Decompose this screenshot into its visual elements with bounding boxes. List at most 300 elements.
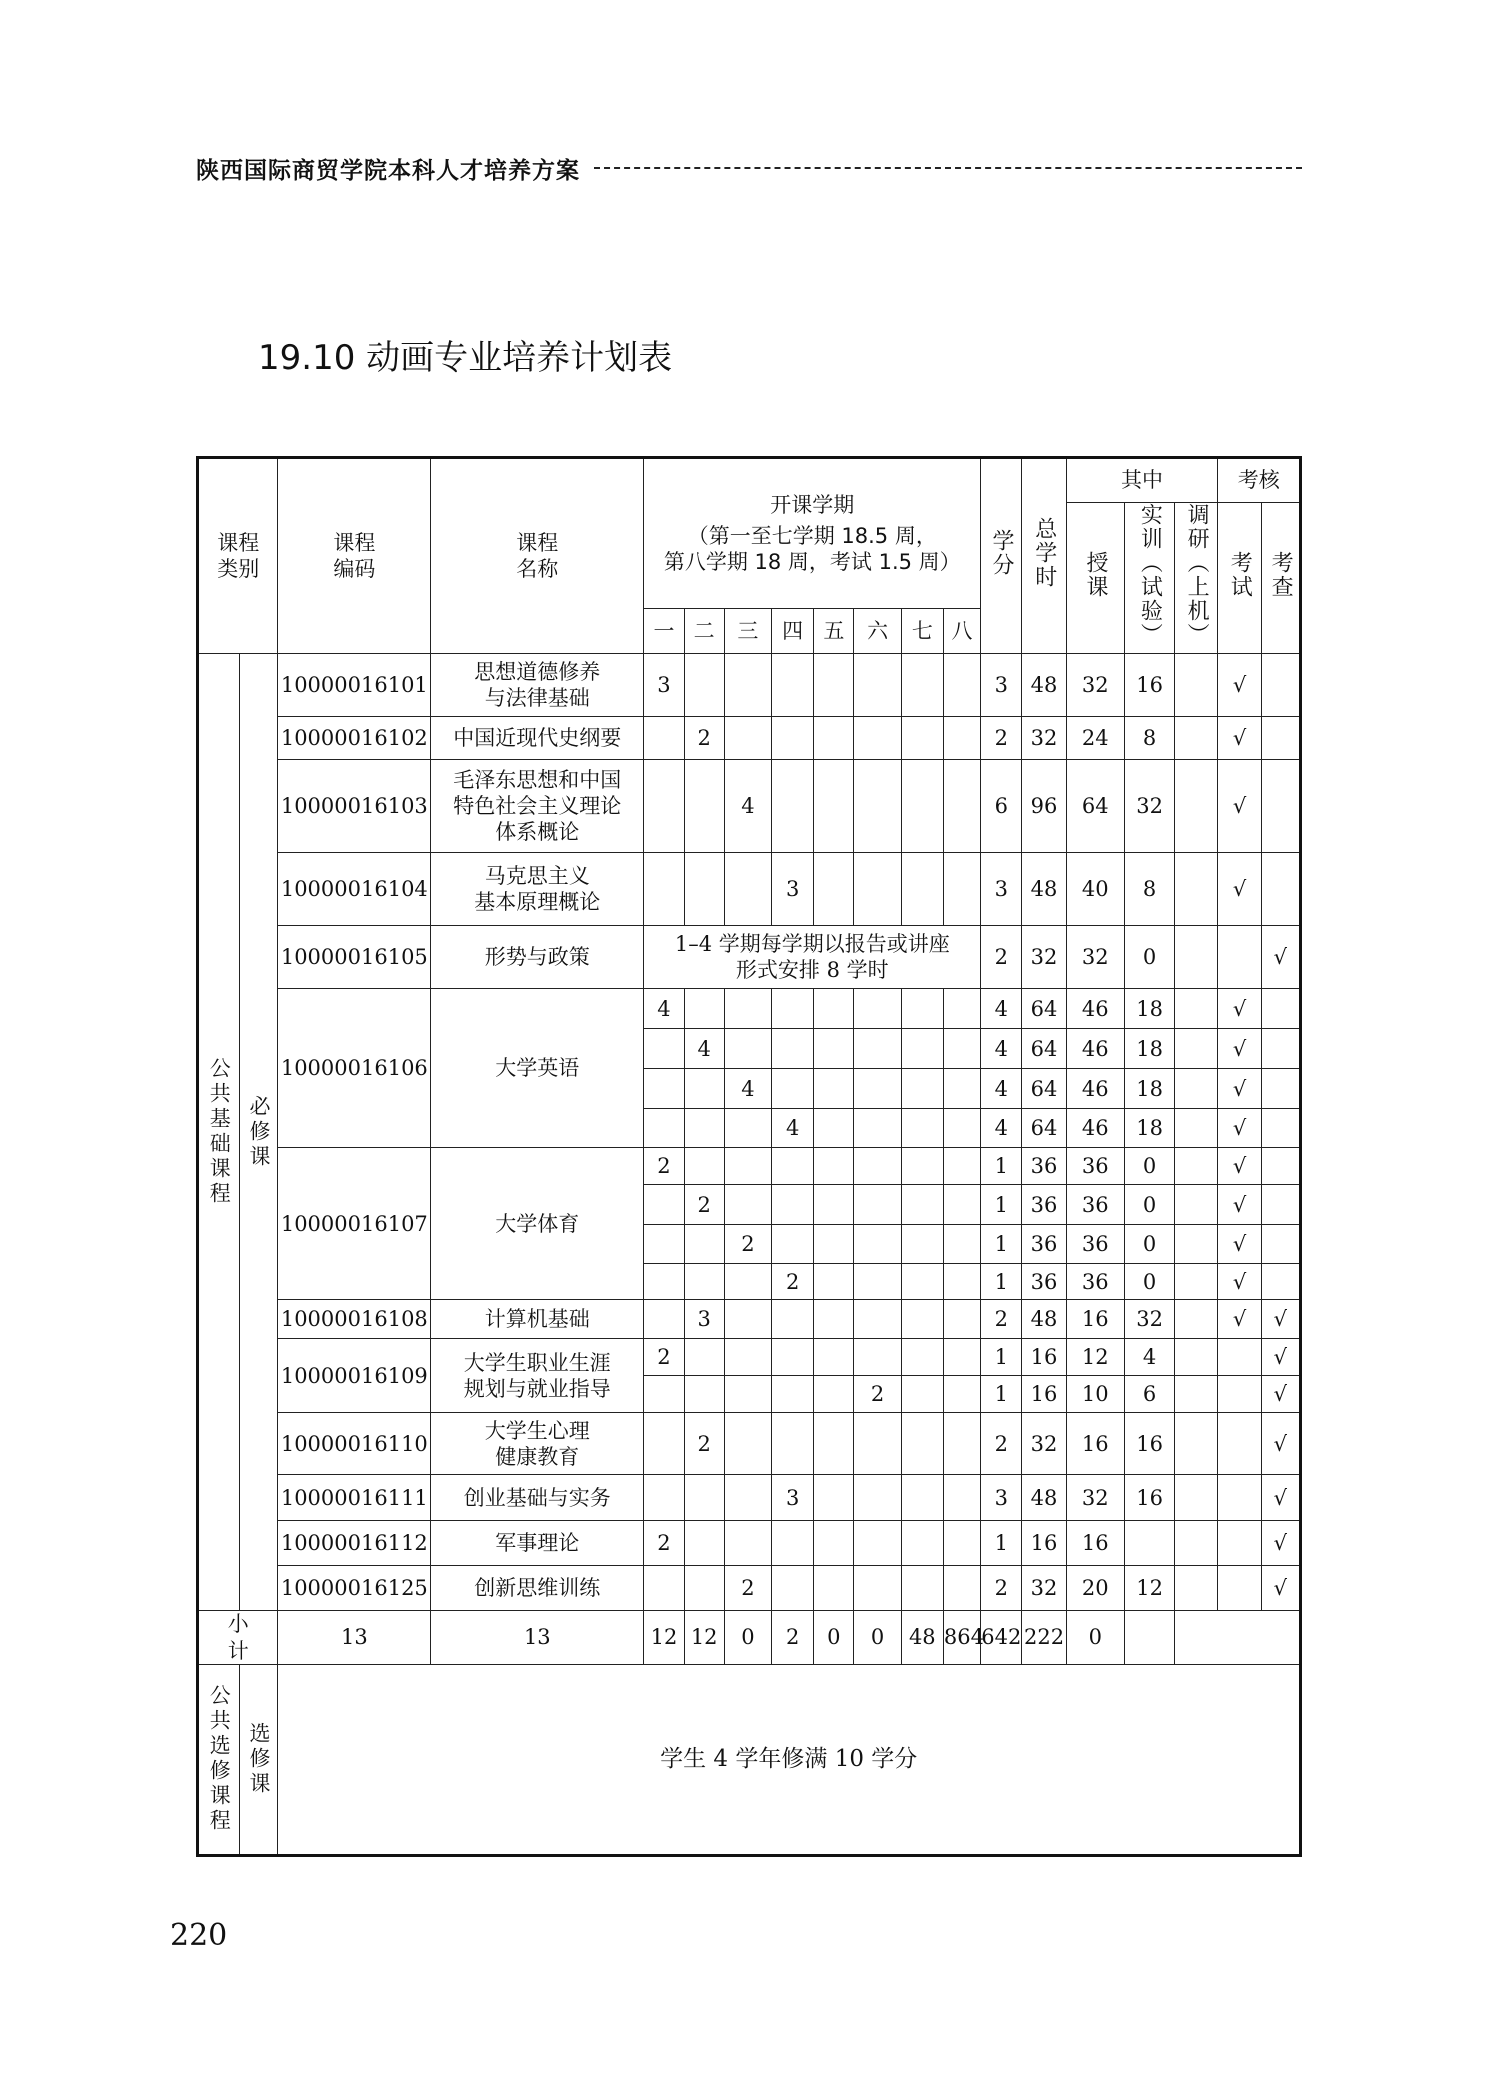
semester-hours-cell — [854, 1185, 901, 1225]
lecture-hours-cell: 46 — [1066, 989, 1124, 1029]
semester-hours-cell — [901, 1566, 943, 1611]
credits-cell: 2 — [981, 717, 1022, 760]
semester-hours-cell — [901, 1339, 943, 1376]
credits-cell: 1 — [981, 1185, 1022, 1225]
check-mark-cell: √ — [1261, 926, 1300, 989]
subtotal-cell: 642 — [981, 1611, 1022, 1665]
header-semesters — [644, 458, 981, 609]
check-mark-cell — [1261, 1225, 1300, 1264]
subtotal-cell: 13 — [278, 1611, 431, 1665]
practice-hours-cell: 0 — [1124, 1185, 1174, 1225]
header-semester-3: 三 — [724, 609, 771, 654]
semester-hours-cell — [644, 1029, 684, 1069]
header-of-which: 其中 — [1066, 458, 1218, 503]
semester-hours-cell — [854, 1148, 901, 1185]
semester-hours-cell — [901, 1029, 943, 1069]
semester-hours-cell — [943, 1148, 980, 1185]
header-semester-note: （第一至七学期 18.5 周， 第八学期 18 周，考试 1.5 周） — [663, 523, 961, 574]
course-row — [198, 926, 1301, 989]
semester-hours-cell — [772, 654, 814, 717]
semester-hours-cell — [854, 1413, 901, 1475]
semester-hours-cell — [814, 1339, 854, 1376]
semester-hours-cell — [901, 1521, 943, 1566]
semester-hours-cell — [684, 1376, 724, 1413]
semester-hours-cell: 4 — [724, 760, 771, 853]
exam-mark-cell: √ — [1218, 1300, 1261, 1339]
semester-hours-cell — [814, 654, 854, 717]
credits-cell: 1 — [981, 1521, 1022, 1566]
research-hours-cell — [1175, 1185, 1218, 1225]
credits-cell: 3 — [981, 853, 1022, 926]
credits-cell: 1 — [981, 1376, 1022, 1413]
semester-hours-cell — [724, 654, 771, 717]
semester-hours-cell — [772, 1521, 814, 1566]
course-row — [198, 1413, 1301, 1475]
semester-hours-cell — [854, 1109, 901, 1148]
course-name: 马克思主义 基本原理概论 — [431, 853, 644, 926]
subtotal-cell: 12 — [684, 1611, 724, 1665]
practice-hours-cell: 8 — [1124, 717, 1174, 760]
course-name: 大学体育 — [431, 1148, 644, 1300]
semester-hours-cell — [901, 1185, 943, 1225]
semester-hours-cell: 3 — [772, 853, 814, 926]
header-semester-7: 七 — [901, 609, 943, 654]
semester-hours-cell — [854, 1029, 901, 1069]
exam-mark-cell — [1218, 1339, 1261, 1376]
research-hours-cell — [1175, 1148, 1218, 1185]
check-mark-cell: √ — [1261, 1339, 1300, 1376]
credits-cell: 4 — [981, 1069, 1022, 1109]
lecture-hours-cell: 36 — [1066, 1148, 1124, 1185]
practice-hours-cell: 18 — [1124, 1069, 1174, 1109]
semester-hours-cell — [684, 654, 724, 717]
semester-hours-cell — [772, 1566, 814, 1611]
semester-hours-cell — [854, 760, 901, 853]
semester-hours-cell: 2 — [724, 1225, 771, 1264]
semester-hours-cell — [724, 1109, 771, 1148]
lecture-hours-cell: 36 — [1066, 1225, 1124, 1264]
semester-hours-cell — [644, 1300, 684, 1339]
exam-mark-cell — [1218, 926, 1261, 989]
semester-hours-cell — [724, 853, 771, 926]
exam-mark-cell: √ — [1218, 1148, 1261, 1185]
research-hours-cell — [1175, 760, 1218, 853]
research-hours-cell — [1175, 1264, 1218, 1300]
credits-cell: 3 — [981, 1475, 1022, 1521]
semester-hours-cell — [901, 1413, 943, 1475]
credits-cell: 2 — [981, 1300, 1022, 1339]
course-name: 大学英语 — [431, 989, 644, 1148]
total-hours-cell: 36 — [1022, 1148, 1066, 1185]
header-semester-4: 四 — [772, 609, 814, 654]
header-assessment: 考核 — [1218, 458, 1301, 503]
total-hours-cell: 16 — [1022, 1339, 1066, 1376]
practice-hours-cell: 0 — [1124, 1225, 1174, 1264]
category-public-basic: 公共基础课程 — [198, 654, 240, 1611]
total-hours-cell: 32 — [1022, 1413, 1066, 1475]
semester-hours-cell — [901, 989, 943, 1029]
check-mark-cell — [1261, 1109, 1300, 1148]
exam-mark-cell: √ — [1218, 760, 1261, 853]
practice-hours-cell: 16 — [1124, 1475, 1174, 1521]
total-hours-cell: 36 — [1022, 1185, 1066, 1225]
semester-hours-cell — [854, 989, 901, 1029]
course-row — [198, 989, 1301, 1029]
course-row — [198, 1339, 1301, 1376]
header-semester-5: 五 — [814, 609, 854, 654]
credits-cell: 4 — [981, 989, 1022, 1029]
total-hours-cell: 36 — [1022, 1264, 1066, 1300]
semester-hours-cell — [772, 989, 814, 1029]
credits-cell: 1 — [981, 1264, 1022, 1300]
lecture-hours-cell: 40 — [1066, 853, 1124, 926]
course-name: 军事理论 — [431, 1521, 644, 1566]
check-mark-cell: √ — [1261, 1521, 1300, 1566]
lecture-hours-cell: 32 — [1066, 1475, 1124, 1521]
check-mark-cell — [1261, 853, 1300, 926]
credits-cell: 2 — [981, 926, 1022, 989]
semester-hours-cell — [901, 654, 943, 717]
page-title: 19.10 动画专业培养计划表 — [258, 338, 673, 378]
page-number: 220 — [170, 1918, 228, 1953]
exam-mark-cell: √ — [1218, 1264, 1261, 1300]
semester-hours-cell — [724, 1300, 771, 1339]
semester-hours-cell — [724, 1148, 771, 1185]
subcategory-required: 必修课 — [240, 654, 278, 1611]
exam-mark-cell — [1218, 1521, 1261, 1566]
semester-hours-cell — [854, 1521, 901, 1566]
semester-hours-cell — [943, 1069, 980, 1109]
lecture-hours-cell: 12 — [1066, 1339, 1124, 1376]
semester-hours-cell: 4 — [724, 1069, 771, 1109]
semester-hours-cell — [644, 1475, 684, 1521]
research-hours-cell — [1175, 1109, 1218, 1148]
header-semester-group: 开课学期 — [770, 493, 855, 518]
check-mark-cell — [1261, 1148, 1300, 1185]
semester-hours-cell — [854, 1069, 901, 1109]
check-mark-cell — [1261, 989, 1300, 1029]
credits-cell: 2 — [981, 1413, 1022, 1475]
exam-mark-cell: √ — [1218, 654, 1261, 717]
semester-hours-cell — [943, 1264, 980, 1300]
research-hours-cell — [1175, 1029, 1218, 1069]
semester-hours-cell — [724, 1339, 771, 1376]
lecture-hours-cell: 20 — [1066, 1566, 1124, 1611]
course-name: 中国近现代史纲要 — [431, 717, 644, 760]
semester-hours-cell — [943, 1339, 980, 1376]
semester-hours-cell — [644, 853, 684, 926]
course-row — [198, 1521, 1301, 1566]
semester-hours-cell — [772, 1029, 814, 1069]
course-row — [198, 1148, 1301, 1185]
research-hours-cell — [1175, 1376, 1218, 1413]
semester-hours-cell — [814, 1521, 854, 1566]
course-name: 计算机基础 — [431, 1300, 644, 1339]
total-hours-cell: 16 — [1022, 1376, 1066, 1413]
research-hours-cell — [1175, 853, 1218, 926]
credits-cell: 4 — [981, 1109, 1022, 1148]
semester-hours-cell — [772, 1376, 814, 1413]
semester-hours-cell: 2 — [684, 1413, 724, 1475]
semester-hours-cell — [724, 1029, 771, 1069]
semester-hours-cell — [854, 717, 901, 760]
semester-hours-cell — [943, 1185, 980, 1225]
practice-hours-cell: 32 — [1124, 760, 1174, 853]
course-code: 10000016106 — [278, 989, 431, 1148]
semester-hours-cell — [854, 1475, 901, 1521]
exam-mark-cell: √ — [1218, 853, 1261, 926]
subtotal-label: 小 计 — [198, 1611, 278, 1665]
semester-hours-cell — [814, 1475, 854, 1521]
course-code: 10000016102 — [278, 717, 431, 760]
practice-hours-cell — [1124, 1521, 1174, 1566]
total-hours-cell: 64 — [1022, 1109, 1066, 1148]
semester-hours-cell — [943, 989, 980, 1029]
semester-hours-cell — [901, 1069, 943, 1109]
subtotal-cell: 0 — [854, 1611, 901, 1665]
check-mark-cell — [1261, 654, 1300, 717]
total-hours-cell: 16 — [1022, 1521, 1066, 1566]
training-plan-table — [196, 456, 1302, 1857]
practice-hours-cell: 6 — [1124, 1376, 1174, 1413]
exam-mark-cell: √ — [1218, 717, 1261, 760]
semester-hours-cell — [814, 1185, 854, 1225]
research-hours-cell — [1175, 717, 1218, 760]
semester-hours-cell — [901, 1376, 943, 1413]
semester-hours-cell — [854, 1225, 901, 1264]
semester-hours-cell: 4 — [684, 1029, 724, 1069]
semester-hours-cell — [644, 1413, 684, 1475]
semester-hours-cell — [901, 1264, 943, 1300]
subtotal-cell: 222 — [1022, 1611, 1066, 1665]
course-code: 10000016112 — [278, 1521, 431, 1566]
check-mark-cell — [1261, 717, 1300, 760]
semester-hours-cell — [943, 654, 980, 717]
subtotal-row — [198, 1611, 1301, 1665]
semester-hours-cell — [943, 1566, 980, 1611]
research-hours-cell — [1175, 1521, 1218, 1566]
course-name: 创新思维训练 — [431, 1566, 644, 1611]
semester-hours-cell — [724, 1475, 771, 1521]
course-code: 10000016109 — [278, 1339, 431, 1413]
semester-hours-cell — [814, 1376, 854, 1413]
subtotal-cell: 48 — [901, 1611, 943, 1665]
subtotal-cell: 0 — [1066, 1611, 1124, 1665]
course-row — [198, 654, 1301, 717]
semester-hours-cell — [814, 853, 854, 926]
semester-hours-cell — [943, 1413, 980, 1475]
subtotal-empty-cell — [1124, 1611, 1174, 1665]
category-public-elective: 公共选修课程 — [198, 1664, 240, 1855]
check-mark-cell — [1261, 1264, 1300, 1300]
course-row — [198, 853, 1301, 926]
semester-hours-cell: 3 — [644, 654, 684, 717]
header-check: 考查 — [1261, 503, 1300, 654]
exam-mark-cell: √ — [1218, 1069, 1261, 1109]
check-mark-cell — [1261, 1185, 1300, 1225]
credits-cell: 6 — [981, 760, 1022, 853]
semester-hours-cell — [943, 1521, 980, 1566]
total-hours-cell: 32 — [1022, 1566, 1066, 1611]
lecture-hours-cell: 10 — [1066, 1376, 1124, 1413]
semester-hours-cell — [772, 1413, 814, 1475]
semester-hours-cell — [724, 1185, 771, 1225]
research-hours-cell — [1175, 1413, 1218, 1475]
total-hours-cell: 48 — [1022, 654, 1066, 717]
semester-hours-cell — [943, 717, 980, 760]
lecture-hours-cell: 46 — [1066, 1029, 1124, 1069]
lecture-hours-cell: 32 — [1066, 654, 1124, 717]
subtotal-cell: 13 — [431, 1611, 644, 1665]
semester-hours-cell — [684, 1475, 724, 1521]
subtotal-cell: 0 — [814, 1611, 854, 1665]
semester-hours-cell — [943, 1029, 980, 1069]
total-hours-cell: 48 — [1022, 1475, 1066, 1521]
semester-hours-cell — [901, 760, 943, 853]
research-hours-cell — [1175, 654, 1218, 717]
total-hours-cell: 64 — [1022, 1029, 1066, 1069]
semester-hours-cell — [943, 1475, 980, 1521]
exam-mark-cell: √ — [1218, 1185, 1261, 1225]
semester-hours-cell — [814, 1225, 854, 1264]
total-hours-cell: 32 — [1022, 717, 1066, 760]
practice-hours-cell: 0 — [1124, 926, 1174, 989]
semester-hours-cell — [724, 1264, 771, 1300]
credits-cell: 1 — [981, 1339, 1022, 1376]
course-name: 思想道德修养 与法律基础 — [431, 654, 644, 717]
total-hours-cell: 96 — [1022, 760, 1066, 853]
semester-hours-cell — [814, 1566, 854, 1611]
semester-hours-cell — [644, 717, 684, 760]
course-row — [198, 760, 1301, 853]
practice-hours-cell: 0 — [1124, 1148, 1174, 1185]
semester-hours-cell — [684, 1225, 724, 1264]
header-total-hours: 总学时 — [1022, 458, 1066, 654]
header-name: 课程 名称 — [431, 458, 644, 654]
lecture-hours-cell: 16 — [1066, 1521, 1124, 1566]
total-hours-cell: 48 — [1022, 853, 1066, 926]
semester-hours-cell — [943, 760, 980, 853]
header-semester-8: 八 — [943, 609, 980, 654]
research-hours-cell — [1175, 1300, 1218, 1339]
practice-hours-cell: 4 — [1124, 1339, 1174, 1376]
semester-hours-cell — [684, 1148, 724, 1185]
course-code: 10000016125 — [278, 1566, 431, 1611]
subcategory-elective: 选修课 — [240, 1664, 278, 1855]
semester-hours-cell — [814, 989, 854, 1029]
semester-hours-cell — [772, 1339, 814, 1376]
semester-hours-cell — [684, 1339, 724, 1376]
semester-hours-cell — [684, 1264, 724, 1300]
semester-hours-cell — [772, 1148, 814, 1185]
lecture-hours-cell: 24 — [1066, 717, 1124, 760]
semester-hours-cell — [854, 1566, 901, 1611]
course-code: 10000016101 — [278, 654, 431, 717]
credits-cell: 3 — [981, 654, 1022, 717]
semester-hours-cell — [814, 717, 854, 760]
practice-hours-cell: 18 — [1124, 1029, 1174, 1069]
semester-hours-cell — [854, 853, 901, 926]
semester-hours-cell — [901, 1225, 943, 1264]
exam-mark-cell — [1218, 1413, 1261, 1475]
header-category: 课程 类别 — [198, 458, 278, 654]
practice-hours-cell: 18 — [1124, 989, 1174, 1029]
semester-hours-cell — [772, 1069, 814, 1109]
semester-hours-cell — [901, 1475, 943, 1521]
header-exam: 考试 — [1218, 503, 1261, 654]
check-mark-cell — [1261, 1029, 1300, 1069]
exam-mark-cell: √ — [1218, 989, 1261, 1029]
course-code: 10000016105 — [278, 926, 431, 989]
course-code: 10000016107 — [278, 1148, 431, 1300]
lecture-hours-cell: 16 — [1066, 1300, 1124, 1339]
research-hours-cell — [1175, 1475, 1218, 1521]
exam-mark-cell: √ — [1218, 1109, 1261, 1148]
semester-hours-cell — [684, 989, 724, 1029]
course-name: 毛泽东思想和中国 特色社会主义理论 体系概论 — [431, 760, 644, 853]
research-hours-cell — [1175, 989, 1218, 1029]
semester-hours-cell — [644, 1566, 684, 1611]
practice-hours-cell: 8 — [1124, 853, 1174, 926]
semester-hours-cell: 2 — [684, 1185, 724, 1225]
total-hours-cell: 36 — [1022, 1225, 1066, 1264]
lecture-hours-cell: 16 — [1066, 1413, 1124, 1475]
running-header-title: 陕西国际商贸学院本科人才培养方案 — [196, 157, 580, 184]
semester-hours-cell: 2 — [644, 1521, 684, 1566]
semester-hours-cell — [644, 1376, 684, 1413]
semester-hours-cell — [724, 989, 771, 1029]
header-code: 课程 编码 — [278, 458, 431, 654]
elective-note: 学生 4 学年修满 10 学分 — [278, 1664, 1301, 1855]
semester-hours-cell — [772, 1300, 814, 1339]
semester-hours-cell — [854, 654, 901, 717]
semester-hours-cell — [724, 1521, 771, 1566]
practice-hours-cell: 18 — [1124, 1109, 1174, 1148]
subtotal-cell: 2 — [772, 1611, 814, 1665]
lecture-hours-cell: 36 — [1066, 1264, 1124, 1300]
check-mark-cell — [1261, 1069, 1300, 1109]
semester-hours-cell — [814, 1029, 854, 1069]
semester-hours-cell: 3 — [684, 1300, 724, 1339]
semester-hours-cell — [854, 1300, 901, 1339]
course-name: 大学生心理 健康教育 — [431, 1413, 644, 1475]
semester-hours-cell — [724, 1376, 771, 1413]
exam-mark-cell — [1218, 1566, 1261, 1611]
research-hours-cell — [1175, 1339, 1218, 1376]
semester-hours-cell — [814, 760, 854, 853]
semester-hours-cell — [724, 1413, 771, 1475]
semester-hours-cell: 2 — [724, 1566, 771, 1611]
course-code: 10000016103 — [278, 760, 431, 853]
course-row — [198, 1475, 1301, 1521]
total-hours-cell: 64 — [1022, 1069, 1066, 1109]
course-row — [198, 717, 1301, 760]
semester-hours-cell — [814, 1413, 854, 1475]
semester-hours-cell: 2 — [684, 717, 724, 760]
semester-hours-cell: 2 — [644, 1339, 684, 1376]
semester-hours-cell — [943, 1225, 980, 1264]
exam-mark-cell: √ — [1218, 1225, 1261, 1264]
semester-hours-cell — [684, 1521, 724, 1566]
total-hours-cell: 64 — [1022, 989, 1066, 1029]
research-hours-cell — [1175, 1566, 1218, 1611]
semester-hours-cell — [901, 717, 943, 760]
semester-hours-cell — [772, 760, 814, 853]
credits-cell: 2 — [981, 1566, 1022, 1611]
exam-mark-cell — [1218, 1376, 1261, 1413]
credits-cell: 1 — [981, 1225, 1022, 1264]
practice-hours-cell: 16 — [1124, 654, 1174, 717]
